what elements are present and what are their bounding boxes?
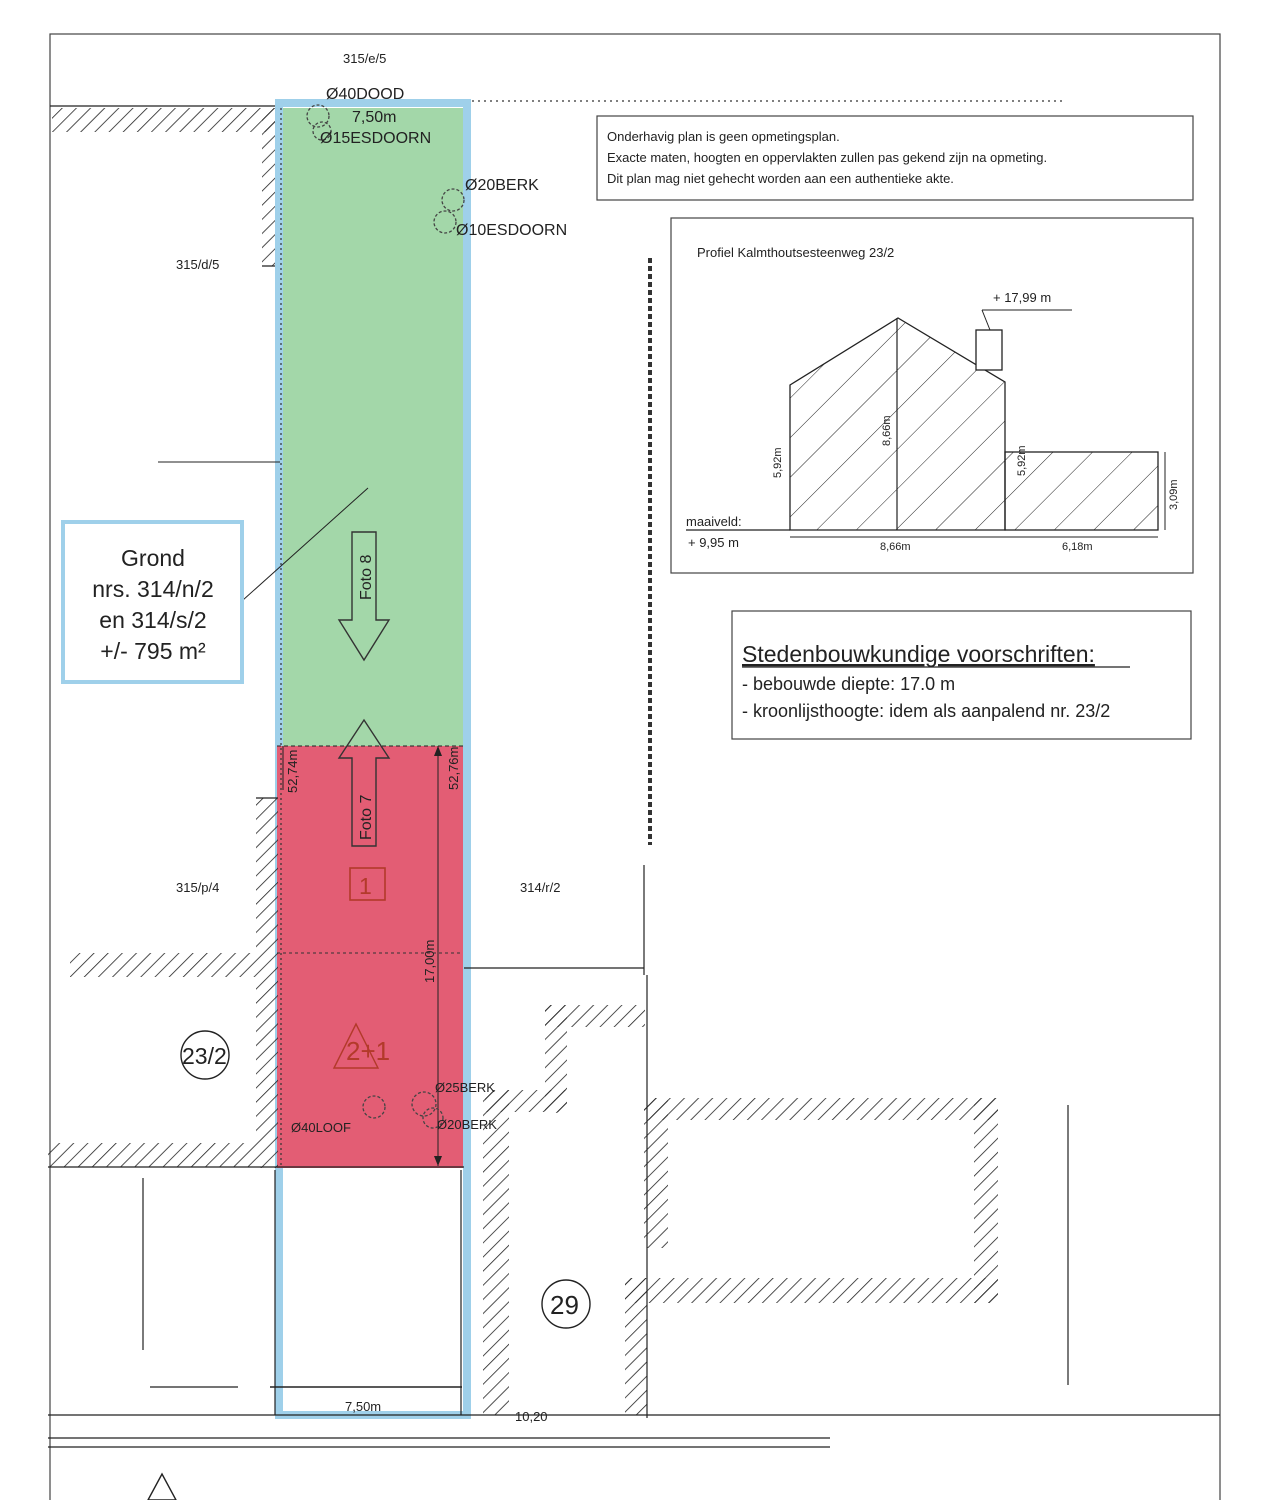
disclaimer-line-3: Dit plan mag niet gehecht worden aan een authentieke akte. xyxy=(607,171,954,186)
profile-wall-height-right: 5,92m xyxy=(1016,445,1028,476)
house-number-29: 29 xyxy=(550,1290,579,1320)
dimension-build-depth: 17,00m xyxy=(422,939,437,983)
neighbour-building-top-left xyxy=(52,108,280,266)
disclaimer-line-2: Exacte maten, hoogten en oppervlakten zullen pas gekend zijn na opmeting. xyxy=(607,150,1048,165)
tree-label: Ø40DOOD xyxy=(326,86,405,103)
tree-label: Ø20BERK xyxy=(465,177,539,194)
north-arrow-icon xyxy=(148,1474,176,1500)
neighbour-building-23-2-bottom xyxy=(48,1143,256,1167)
disclaimer-box xyxy=(597,116,1193,200)
parcel-label-right: 314/r/2 xyxy=(520,880,561,895)
neighbour-building-29 xyxy=(483,1005,998,1415)
tree-label: Ø20BERK xyxy=(437,1117,497,1132)
grond-line-3: en 314/s/2 xyxy=(99,607,207,633)
profile-wall-height: 5,92m xyxy=(772,447,784,478)
dimension-right-length: 52,76m xyxy=(446,746,461,790)
profile-main-width: 8,66m xyxy=(880,541,911,553)
profile-ground-label: maaiveld: xyxy=(686,514,742,529)
left-wall-lower xyxy=(256,798,278,1168)
regulations-item-2: - kroonlijsthoogte: idem als aanpalend nr. 23/2 xyxy=(742,701,1111,721)
building-floors: 2+1 xyxy=(346,1036,391,1066)
tree-label: Ø10ESDOORN xyxy=(456,222,568,239)
dimension-bottom-width: 7,50m xyxy=(345,1399,382,1414)
disclaimer-line-1: Onderhavig plan is geen opmetingsplan. xyxy=(607,129,840,144)
grond-line-1: Grond xyxy=(121,545,185,571)
profile-annex-width: 6,18m xyxy=(1062,541,1093,553)
parcel-label-top: 315/e/5 xyxy=(343,51,387,66)
grond-box xyxy=(63,522,242,682)
tree-label: Ø25BERK xyxy=(435,1080,495,1095)
grond-line-4: +/- 795 m² xyxy=(100,638,206,664)
profile-chimney xyxy=(976,330,1002,370)
dimension-street-width: 10,20 xyxy=(515,1409,548,1424)
profile-ridge-height: 8,66m xyxy=(881,415,893,446)
neighbour-building-23-2-top xyxy=(70,953,256,977)
regulations-title: Stedenbouwkundige voorschriften: xyxy=(742,641,1095,667)
parcel-label-left-upper: 315/d/5 xyxy=(176,257,220,272)
profile-box xyxy=(671,218,1193,573)
grond-line-2: nrs. 314/n/2 xyxy=(92,576,214,602)
garden-area xyxy=(283,108,463,746)
profile-annex-height: 3,09m xyxy=(1168,479,1180,510)
regulations-box xyxy=(732,611,1191,739)
tree-label: Ø40LOOF xyxy=(291,1120,351,1135)
dimension-top-width: 7,50m xyxy=(352,109,397,126)
building-number: 1 xyxy=(359,873,372,899)
photo-8-label: Foto 8 xyxy=(358,554,375,600)
dimension-left-length: 52,74m xyxy=(285,749,300,793)
profile-top-height: + 17,99 m xyxy=(993,290,1052,305)
parcel-label-left-lower: 315/p/4 xyxy=(176,880,220,895)
photo-7-label: Foto 7 xyxy=(358,794,375,840)
tree-label: Ø15ESDOORN xyxy=(320,130,432,147)
regulations-item-1: - bebouwde diepte: 17.0 m xyxy=(742,674,956,694)
profile-ground-height: + 9,95 m xyxy=(688,535,739,550)
house-number-23-2: 23/2 xyxy=(182,1043,227,1069)
profile-title: Profiel Kalmthoutsesteenweg 23/2 xyxy=(697,245,895,260)
